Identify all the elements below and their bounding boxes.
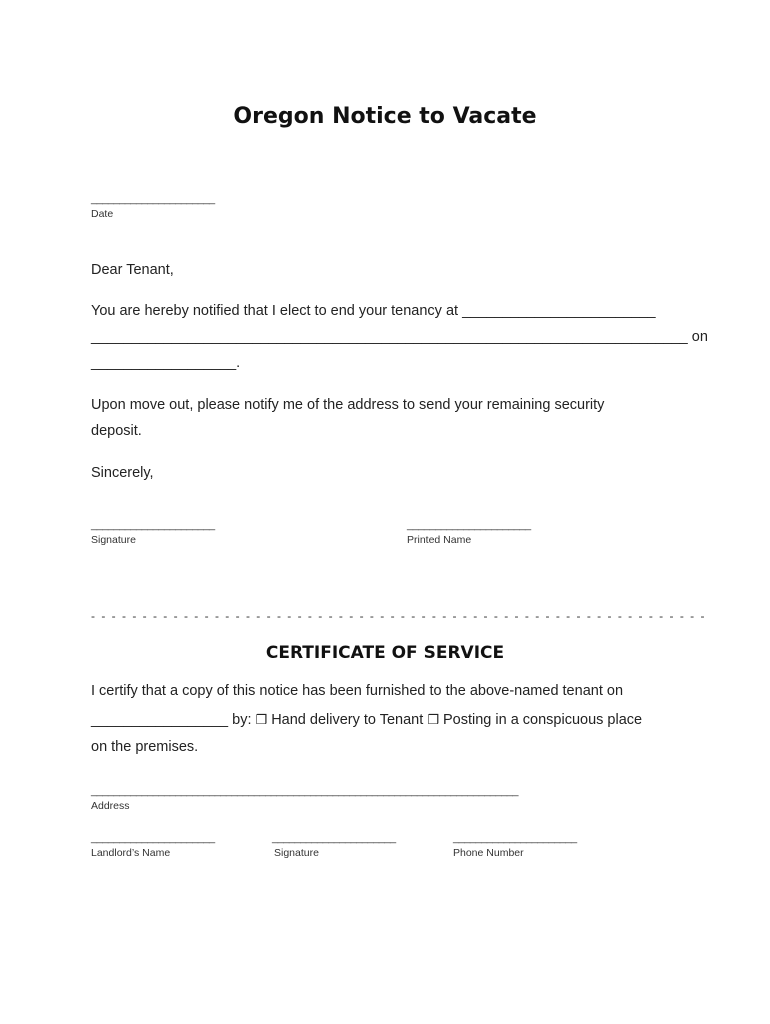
printed-name-label: Printed Name bbox=[407, 534, 472, 546]
checkbox-icon: ❒ bbox=[427, 712, 439, 727]
certificate-line-3: on the premises. bbox=[91, 739, 199, 755]
date-line: ______________________ bbox=[91, 193, 215, 205]
phone-number-label: Phone Number bbox=[453, 847, 524, 859]
signature-line: ______________________ bbox=[91, 519, 215, 531]
document-title: Oregon Notice to Vacate bbox=[233, 104, 537, 129]
date-label: Date bbox=[91, 208, 114, 220]
phone-number-line: ______________________ bbox=[453, 832, 577, 844]
notice-line-2: __________________________________________________________________________ on bbox=[91, 329, 708, 345]
certificate-signature-label: Signature bbox=[274, 847, 319, 859]
certificate-signature-line: ______________________ bbox=[272, 832, 396, 844]
section-divider: - - - - - - - - - - - - - - - - - - - - - - - - - - - - - - - - - - - - - - - - - - - - - - - - - - - - - - - - - - - - bbox=[91, 609, 706, 623]
address-line: ____________________________________________________________________________ bbox=[91, 785, 518, 797]
landlord-name-line: ______________________ bbox=[91, 832, 215, 844]
option-hand-delivery: Hand delivery to Tenant bbox=[271, 712, 424, 728]
landlord-name-label: Landlord’s Name bbox=[91, 847, 171, 859]
signature-label: Signature bbox=[91, 534, 136, 546]
deposit-line-1: Upon move out, please notify me of the address to send your remaining security bbox=[91, 397, 605, 413]
service-date-blank: _________________ bbox=[91, 712, 229, 728]
salutation: Dear Tenant, bbox=[91, 262, 174, 278]
certificate-line-1: I certify that a copy of this notice has been furnished to the above-named tenant on bbox=[91, 683, 624, 699]
by-label: by: bbox=[232, 712, 252, 728]
printed-name-line: ______________________ bbox=[407, 519, 531, 531]
notice-line-3: __________________. bbox=[91, 355, 241, 371]
checkbox-icon: ❒ bbox=[255, 712, 268, 727]
deposit-line-2: deposit. bbox=[91, 423, 142, 439]
certificate-line-2 bbox=[91, 712, 642, 728]
address-label: Address bbox=[91, 800, 130, 812]
notice-line-1: You are hereby notified that I elect to end your tenancy at ________________________ bbox=[91, 303, 656, 319]
option-posting: Posting in a conspicuous place bbox=[443, 712, 643, 728]
certificate-title: CERTIFICATE OF SERVICE bbox=[265, 643, 505, 663]
closing: Sincerely, bbox=[91, 465, 154, 481]
